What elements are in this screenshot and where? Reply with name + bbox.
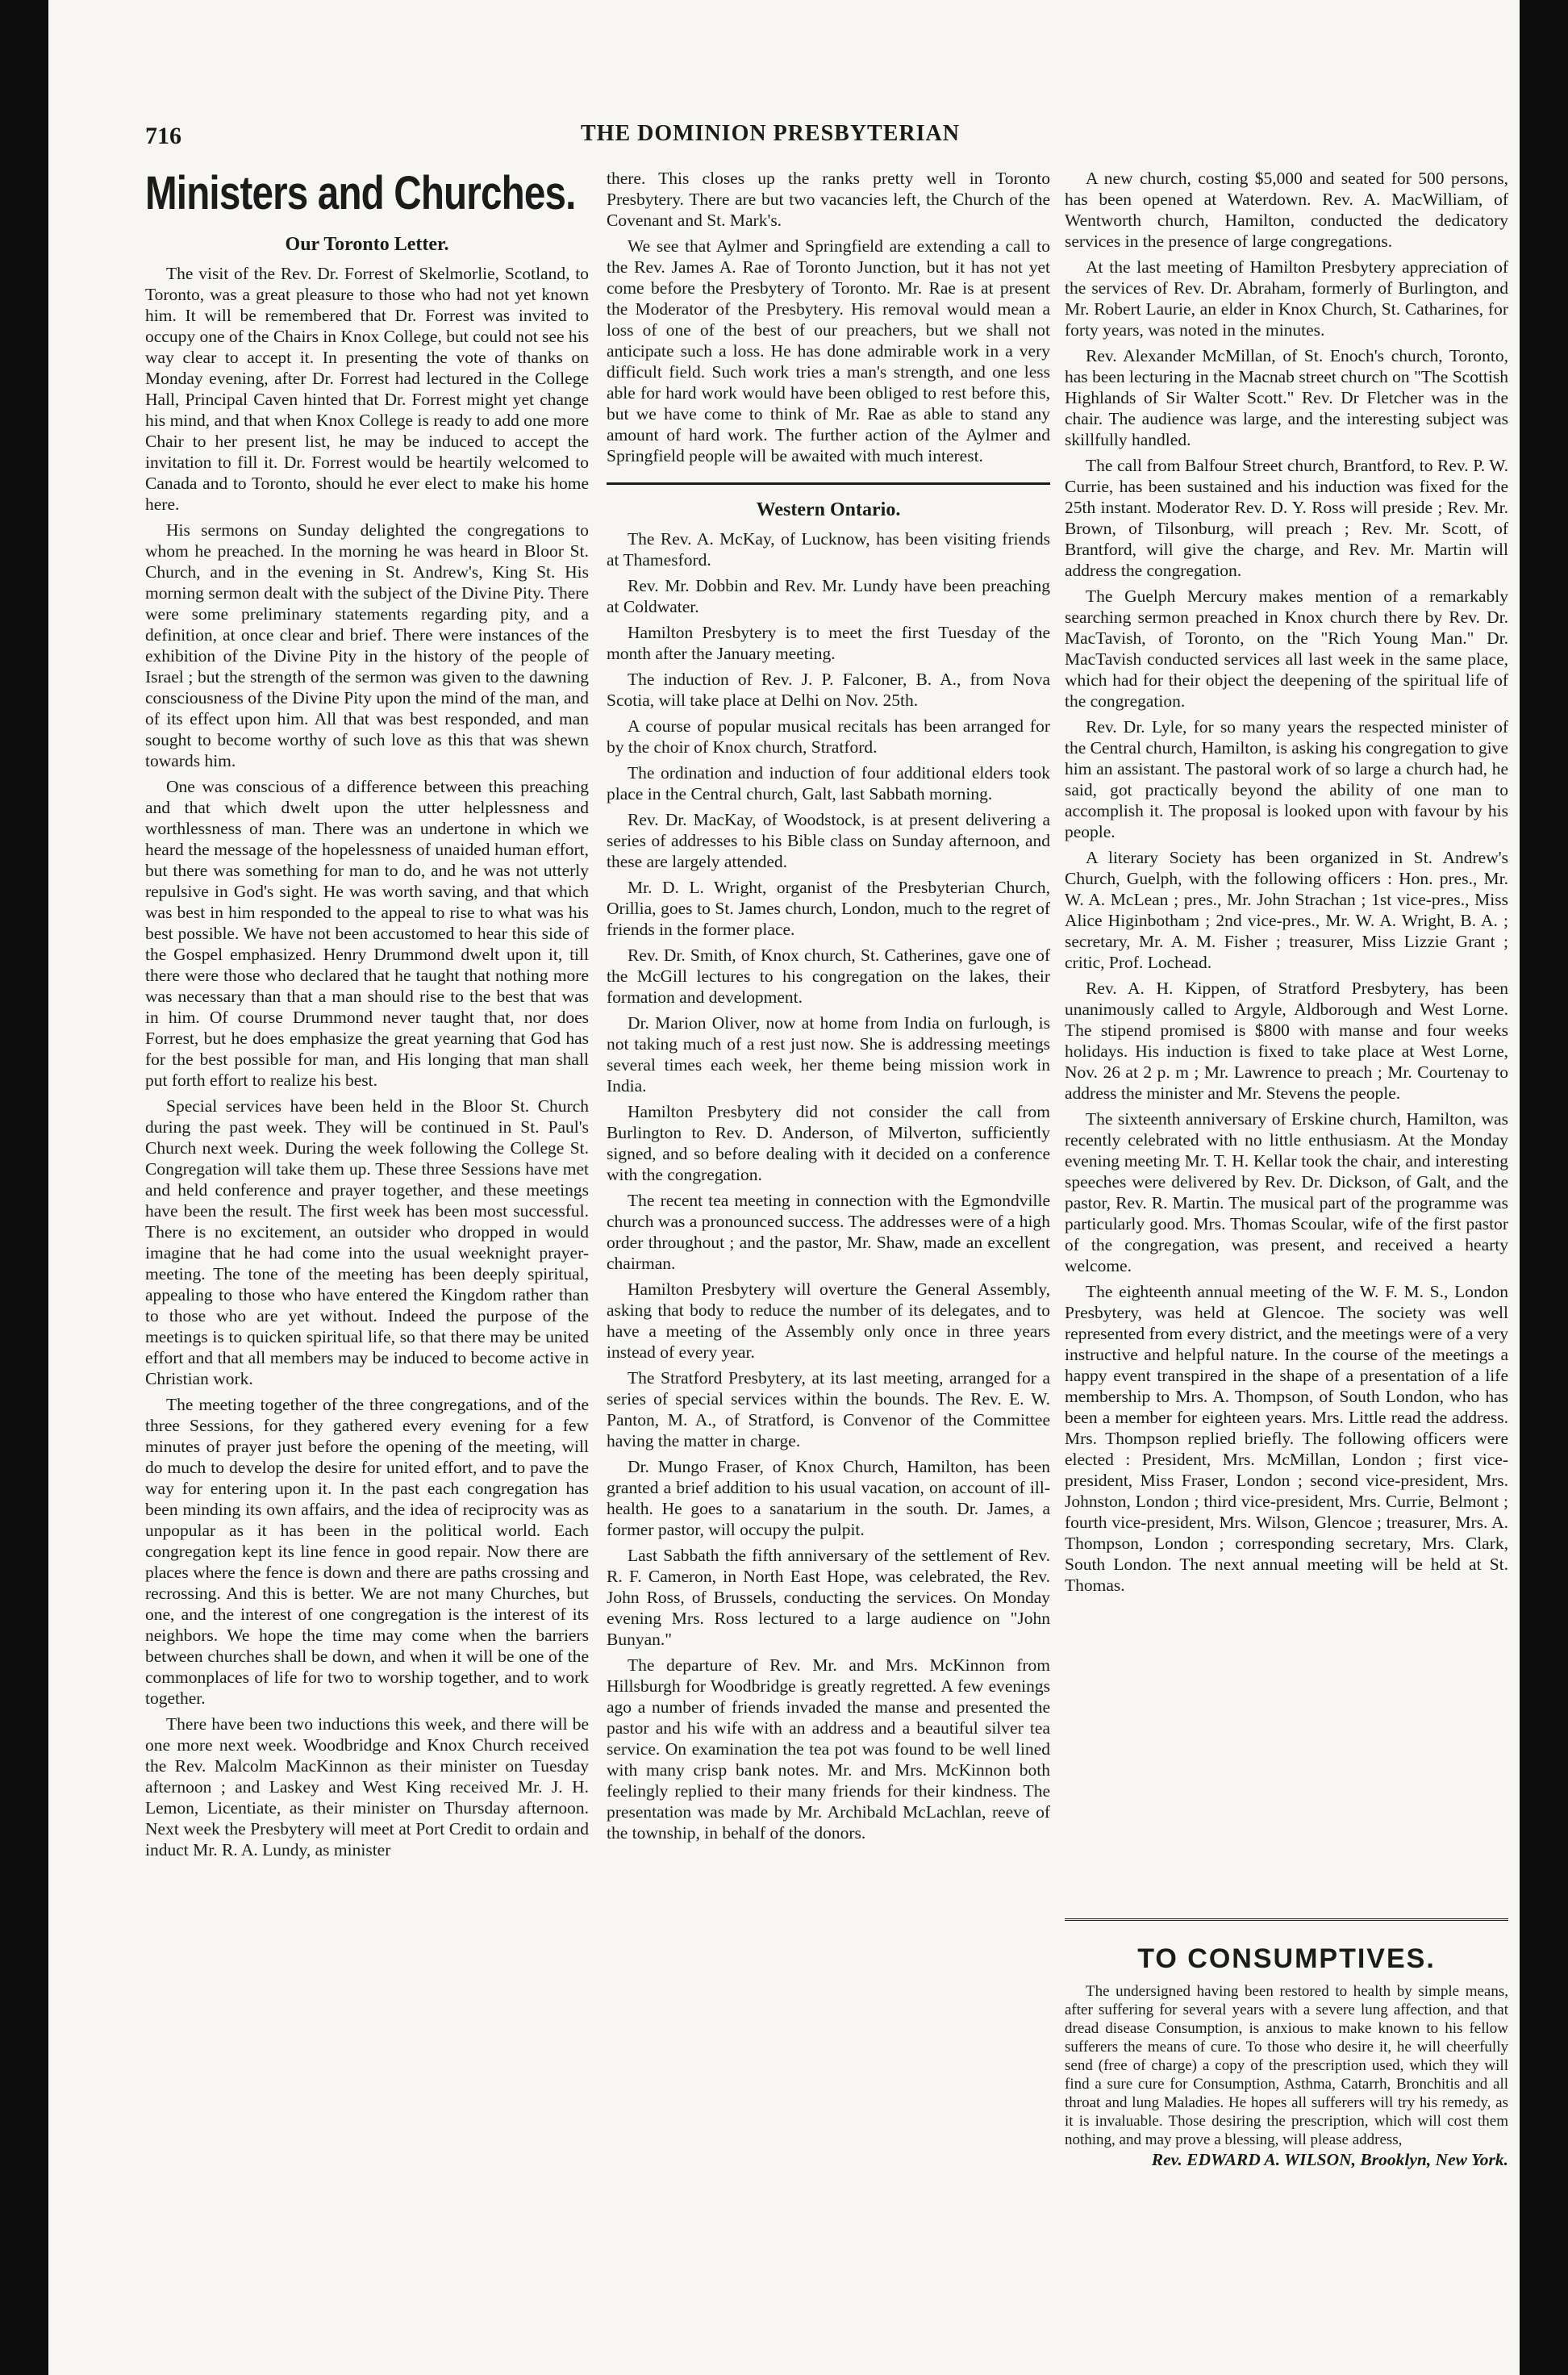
western-ontario-heading: Western Ontario. [607,482,1050,520]
paragraph: We see that Aylmer and Springfield are extending a call to the Rev. James A. Rae of Toronto Junction, but it has not yet come before the Presbytery of Toronto. Mr. Rae is at present the Moderator of the Presbytery. His removal would mean a loss of one of the best of our preachers, but we shall not anticipate such a loss. He has done admirable work in a very difficult field. Such work tries a man's strength, and one less able for hard work would have been obliged to rest before this, but we have come to think of Mr. Rae as able to stand any amount of hard work. The further action of the Aylmer and Springfield people will be awaited with much interest. [607,236,1050,465]
paragraph: His sermons on Sunday delighted the congregations to whom he preached. In the morning he was heard in Bloor St. Church, and in the evening in St. Andrew's, King St. His morning sermon dealt with the subject of the Divine Pity. There were some preliminary statements regarding pity, and a definition, at once clear and brief. There were instances of the exhibition of the Divine Pity in the history of the people of Israel ; but the strength of the sermon was given to the dawning consciousness of the Divine Pity upon the mind of the man, and of its effect upon him. All that was best responded, and man sought to become worthy of such love as this that was shewn towards him. [145,520,589,770]
paragraph: Dr. Mungo Fraser, of Knox Church, Hamilton, has been granted a brief addition to his usual vacation, on account of ill-health. He goes to a sanatarium in the south. Dr. James, a former pastor, will occupy the pulpit. [607,1457,1050,1539]
advertisement [1065,1910,1508,2170]
paragraph: Rev. Mr. Dobbin and Rev. Mr. Lundy have been preaching at Coldwater. [607,576,1050,616]
paragraph: At the last meeting of Hamilton Presbytery appreciation of the services of Rev. Dr. Abraham, formerly of Burlington, and Mr. Robert Laurie, an elder in Knox Church, St. Catharines, for forty years, was noted in the minutes. [1065,257,1508,340]
section-title: Ministers and Churches. [145,167,576,219]
paragraph: Rev. Dr. Lyle, for so many years the respected minister of the Central church, Hamilton, is asking his congregation to give him an assistant. The pastoral work of so large a church had, he said, got practically beyond the ability of one man to accomplish it. The proposal is looked upon with favour by his people. [1065,717,1508,841]
paragraph: The sixteenth anniversary of Erskine church, Hamilton, was recently celebrated with no little enthusiasm. At the Monday evening meeting Mr. T. H. Kellar took the chair, and interesting speeches were delivered by Rev. Dr. Dickson, of Galt, and the pastor, Rev. R. Martin. The musical part of the programme was particularly good. Mrs. Thomas Scoular, wife of the first pastor of the congregation, was present, and received a hearty welcome. [1065,1109,1508,1275]
paragraph: Rev. Dr. MacKay, of Woodstock, is at present delivering a series of addresses to his Bible class on Sunday afternoon, and these are largely attended. [607,810,1050,871]
advert-signature: Rev. EDWARD A. WILSON, Brooklyn, New York. [1151,2150,1508,2169]
column-1 [145,161,589,1865]
page-number: 716 [145,123,181,149]
paragraph: A course of popular musical recitals has been arranged for by the choir of Knox church, Stratford. [607,716,1050,757]
column-2 [607,168,1050,1848]
advert-title: TO CONSUMPTIVES. [1137,1943,1436,1974]
paragraph: Hamilton Presbytery will overture the General Assembly, asking that body to reduce the number of its delegates, and to have a meeting of the Assembly only once in three years instead of every year. [607,1279,1050,1362]
paragraph: The eighteenth annual meeting of the W. F. M. S., London Presbytery, was held at Glencoe. The society was well represented from every district, and the meetings were of a very instructive and helpful nature. In the course of the meetings a happy event transpired in the shape of a presentation of a life membership to Mrs. A. Thompson, of South London, who has been a member for eighteen years. Mrs. Little read the address. Mrs. Thompson replied briefly. The following officers were elected : President, Mrs. McMillan, London ; first vice-president, Miss Fraser, London ; second vice-president, Mrs. Johnston, London ; third vice-president, Mrs. Currie, Belmont ; fourth vice-president, Mrs. Wilson, Glencoe ; treasurer, Mrs. A. Thompson, London ; corresponding secretary, Mrs. Clark, South London. The next annual meeting will be held at St. Thomas. [1065,1282,1508,1595]
paragraph: Special services have been held in the Bloor St. Church during the past week. They will be continued in St. Paul's Church next week. During the week following the College St. Congregation will take them up. These three Sessions have met and held conference and prayer together, and these meetings have been the result. The first week has been most successful. There is no excitement, an outsider who dropped in would imagine that he had come into the usual weeknight prayer-meeting. The tone of the meeting has been deeply spiritual, appealing to those who have entered the Kingdom rather than to those who are yet without. Indeed the purpose of the meetings is to quicken spiritual life, so that there may be united effort and that all members may be induced to become active in Christian work. [145,1096,589,1388]
paragraph: The Stratford Presbytery, at its last meeting, arranged for a series of special services within the bounds. The Rev. E. W. Panton, M. A., of Stratford, is Convenor of the Committee having the matter in charge. [607,1368,1050,1450]
paragraph: The recent tea meeting in connection with the Egmondville church was a pronounced success. The addresses were of a high order throughout ; and the pastor, Mr. Shaw, made an excellent chairman. [607,1191,1050,1273]
paragraph: Rev. Alexander McMillan, of St. Enoch's church, Toronto, has been lecturing in the Macnab street church on "The Scottish Highlands of Sir Walter Scott." Rev. Dr Fletcher was in the chair. The audience was large, and the interesting subject was skillfully handled. [1065,346,1508,449]
paragraph: The call from Balfour Street church, Brantford, to Rev. P. W. Currie, has been sustained and his induction was fixed for the 25th instant. Moderator Rev. D. Y. Ross will preside ; Rev. Mr. Brown, of Tilsonburg, will preach ; Rev. Mr. Scott, of Brantford, will give the charge, and Rev. Mr. Martin will address the congregation. [1065,456,1508,580]
column-3 [1065,168,1508,1601]
paragraph: The Rev. A. McKay, of Lucknow, has been visiting friends at Thamesford. [607,529,1050,570]
paragraph: The ordination and induction of four additional elders took place in the Central church, Galt, last Sabbath morning. [607,763,1050,803]
paragraph: The Guelph Mercury makes mention of a remarkably searching sermon preached in Knox church there by Rev. Dr. MacTavish, of Toronto, on the "Rich Young Man." Dr. MacTavish conducted services all last week in the same place, which had for their object the deepening of the spiritual life of the congregation. [1065,586,1508,711]
paragraph: Hamilton Presbytery did not consider the call from Burlington to Rev. D. Anderson, of Milverton, sufficiently signed, and so before dealing with it decided on a conference with the congregation. [607,1102,1050,1184]
paragraph: The induction of Rev. J. P. Falconer, B. A., from Nova Scotia, will take place at Delhi on Nov. 25th. [607,670,1050,710]
advert-body: The undersigned having been restored to health by simple means, after suffering for several years with a severe lung affection, and that dread disease Consumption, is anxious to make known to his fellow sufferers the means of cure. To those who desire it, he will cheerfully send (free of charge) a copy of the prescription used, which they will find a sure cure for Consumption, Asthma, Catarrh, Bronchitis and all throat and lung Maladies. He hopes all sufferers will try his remedy, as it is invaluable. Those desiring the prescription, which will cost them nothing, and may prove a blessing, will please address, [1065,1983,1508,2148]
paragraph: The visit of the Rev. Dr. Forrest of Skelmorlie, Scotland, to Toronto, was a great pleasure to those who had not yet known him. It will be remembered that Dr. Forrest was invited to occupy one of the Chairs in Knox College, but could not see his way clear to accept it. In presenting the vote of thanks on Monday evening, after Dr. Forrest had lectured in the College Hall, Principal Caven hinted that Dr. Forrest might yet change his mind, and that when Knox College is ready to add one more Chair to her present list, he may be induced to accept the invitation to fill it. Dr. Forrest would be heartily welcomed to Canada and to Toronto, should he ever elect to make his home here. [145,264,589,514]
paragraph: Last Sabbath the fifth anniversary of the settlement of Rev. R. F. Cameron, in North East Hope, was celebrated, the Rev. John Ross, of Brussels, conducting the services. On Monday evening Mrs. Ross lectured to a large audience on "John Bunyan." [607,1546,1050,1649]
paragraph: Mr. D. L. Wright, organist of the Presbyterian Church, Orillia, goes to St. James church, London, much to the regret of friends in the former place. [607,878,1050,939]
paragraph: Rev. Dr. Smith, of Knox church, St. Catherines, gave one of the McGill lectures to his congregation on the lakes, their formation and development. [607,945,1050,1007]
running-head: THE DOMINION PRESBYTERIAN [581,121,960,146]
paragraph: A new church, costing $5,000 and seated for 500 persons, has been opened at Waterdown. Rev. A. MacWilliam, of Wentworth church, Hamilton, conducted the dedicatory services in the presence of large congregations. [1065,169,1508,251]
paragraph: One was conscious of a difference between this preaching and that which dwelt upon the utter helplessness and worthlessness of man. There was an undertone in which we heard the message of the hopelessness of unaided human effort, but there was something for man to do, and he was not utterly repulsive in God's sight. He was worth saving, and that which was best in him responded to the appeal to rise to what was his best possible. We have not been accustomed to hear this side of the Gospel emphasized. Henry Drummond dwelt upon it, till there were those who declared that he taught that nothing more was necessary than that a man should rise to the best that was in him. Of course Drummond never taught that, nor does Forrest, but he does emphasize the great yearning that God has for the best possible for man, and His longing that man shall put forth effort to realize his best. [145,777,589,1090]
divider [1065,1918,1508,1924]
paragraph: The departure of Rev. Mr. and Mrs. McKinnon from Hillsburgh for Woodbridge is greatly regretted. A few evenings ago a number of friends invaded the manse and presented the pastor and his wife with an address and a beautiful silver tea service. On examination the tea pot was found to be well lined with many crisp bank notes. Mr. and Mrs. McKinnon both feelingly replied to their many friends for their kindness. The presentation was made by Mr. Archibald McLachlan, reeve of the township, in behalf of the donors. [607,1655,1050,1843]
paragraph: Hamilton Presbytery is to meet the first Tuesday of the month after the January meeting. [607,623,1050,663]
paragraph: The meeting together of the three congregations, and of the three Sessions, for they gathered every evening for a few minutes of prayer just before the opening of the meeting, will do much to develop the desire for united effort, and to pave the way for entering upon it. In the past each congregation has been minding its own affairs, and the idea of reciprocity was as unpopular as it has been in the political world. Each congregation kept its line fence in good repair. Now there are places where the fence is down and there are paths crossing and recrossing. And this is better. We are not many Churches, but one, and the interest of one congregation is the interest of its neighbors. We hope the time may come when the barriers between churches shall be down, and when it will be one of the commonplaces of life for two to worship together, and to work together. [145,1395,589,1708]
paragraph: there. This closes up the ranks pretty well in Toronto Presbytery. There are but two vacancies left, the Church of the Covenant and St. Mark's. [607,169,1050,230]
scan-border-right [1520,0,1568,2375]
paragraph: There have been two inductions this week, and there will be one more next week. Woodbridge and Knox Church received the Rev. Malcolm MacKinnon as their minister on Tuesday afternoon ; and Laskey and West King received Mr. J. H. Lemon, Licentiate, as their minister on Thursday afternoon. Next week the Presbytery will meet at Port Credit to ordain and induct Mr. R. A. Lundy, as minister [145,1714,589,1860]
paragraph: A literary Society has been organized in St. Andrew's Church, Guelph, with the following officers : Hon. pres., Mr. W. A. McLean ; pres., Mr. John Strachan ; 1st vice-pres., Miss Alice Higinbotham ; 2nd vice-pres., Mr. W. A. Wright, B. A. ; secretary, Mr. A. M. Fisher ; treasurer, Miss Lizzie Grant ; critic, Prof. Lochead. [1065,848,1508,972]
paragraph: Dr. Marion Oliver, now at home from India on furlough, is not taking much of a rest just now. She is addressing meetings several times each week, her theme being mission work in India. [607,1013,1050,1096]
toronto-letter-heading: Our Toronto Letter. [285,234,449,255]
scan-border-left [0,0,48,2375]
paragraph: Rev. A. H. Kippen, of Stratford Presbytery, has been unanimously called to Argyle, Aldborough and West Lorne. The stipend promised is $800 with manse and four weeks holidays. His induction is fixed to take place at West Lorne, Nov. 26 at 2 p. m ; Mr. Lawrence to preach ; Mr. Courtenay to address the minister and Mr. Stevens the people. [1065,979,1508,1103]
